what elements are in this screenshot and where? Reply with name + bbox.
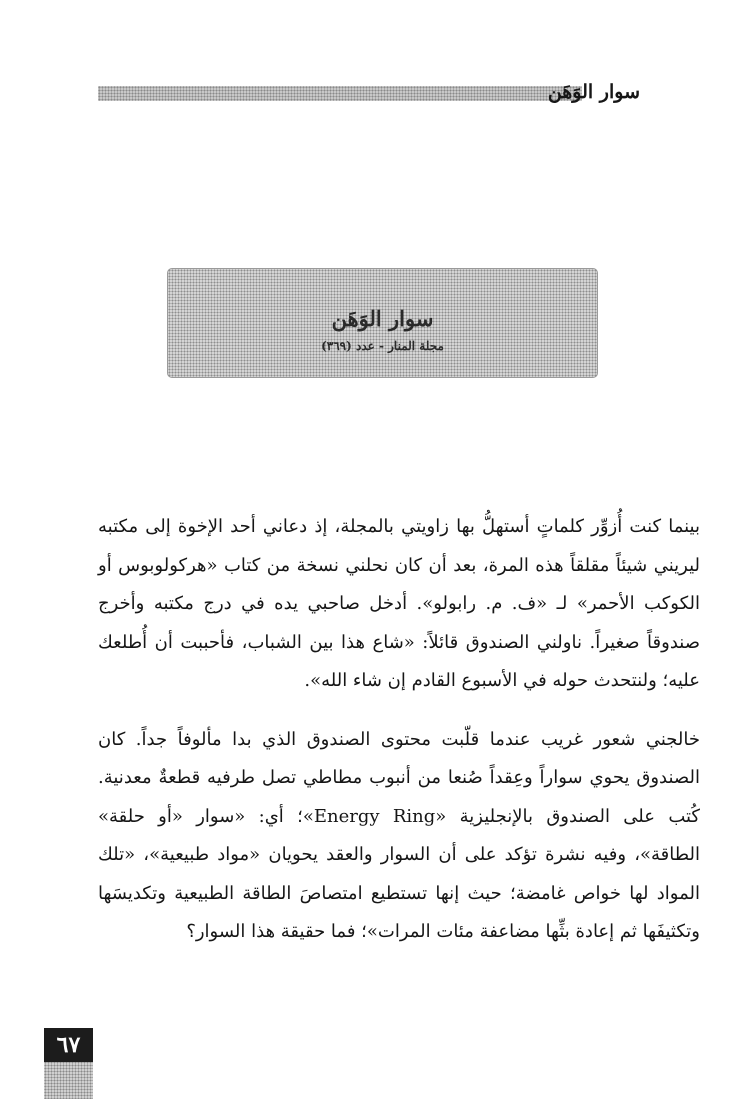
paragraph: خالجني شعور غريب عندما قلّبت محتوى الصندوق الذي بدا مألوفاً جداً. كان الصندوق يحوي سواراً وعِقداً صُنعا من أنبوب مطاطي تصل طرفيه قطعةٌ معدنية. كُتب على الصندوق بالإنجليزية «Energy Ring»؛ أي: «سوار «أو حلقة» الطاقة»، وفيه نشرة تؤكد على أن السوار والعقد يحويان «مواد طبيعية»، «تلك المواد لها خواص غامضة؛ حيث إنها تستطيع امتصاصَ الطاقة الطبيعية وتكديسَها وتكثيفَها ثم إعادة بثِّها مضاعفة مئات المرات»؛ فما حقيقة هذا السوار؟: [98, 728, 701, 942]
page-number: ٦٧: [44, 1028, 93, 1062]
paragraph: بينما كنت أُزوِّر كلماتٍ أستهلُّ بها زاويتي بالمجلة، إذ دعاني أحد الإخوة إلى مكتبه ليريني شيئاً مقلقاً هذه المرة، بعد أن كان نحلني نسخة من كتاب «هركولوبوس أو الكوكب الأحمر» لـ «ف. م. رابولو». أدخل صاحبي يده في درج مكتبه وأخرج صندوقاً صغيراً. ناولني الصندوق قائلاً: «شاع هذا بين الشباب، فأحببت أن أُطلعك عليه؛ ولنتحدث حوله في الأسبوع القادم إن شاء الله».: [98, 516, 700, 691]
article-body: [98, 508, 700, 952]
article-title-box: [167, 268, 598, 378]
header-rule: [98, 86, 582, 101]
page-number-block: [44, 1028, 93, 1099]
running-title: سوار الوَهَن: [547, 81, 640, 103]
article-title: سوار الوَهَن: [331, 306, 434, 331]
article-source: مجلة المنار - عدد (٣٦٩): [321, 339, 444, 353]
